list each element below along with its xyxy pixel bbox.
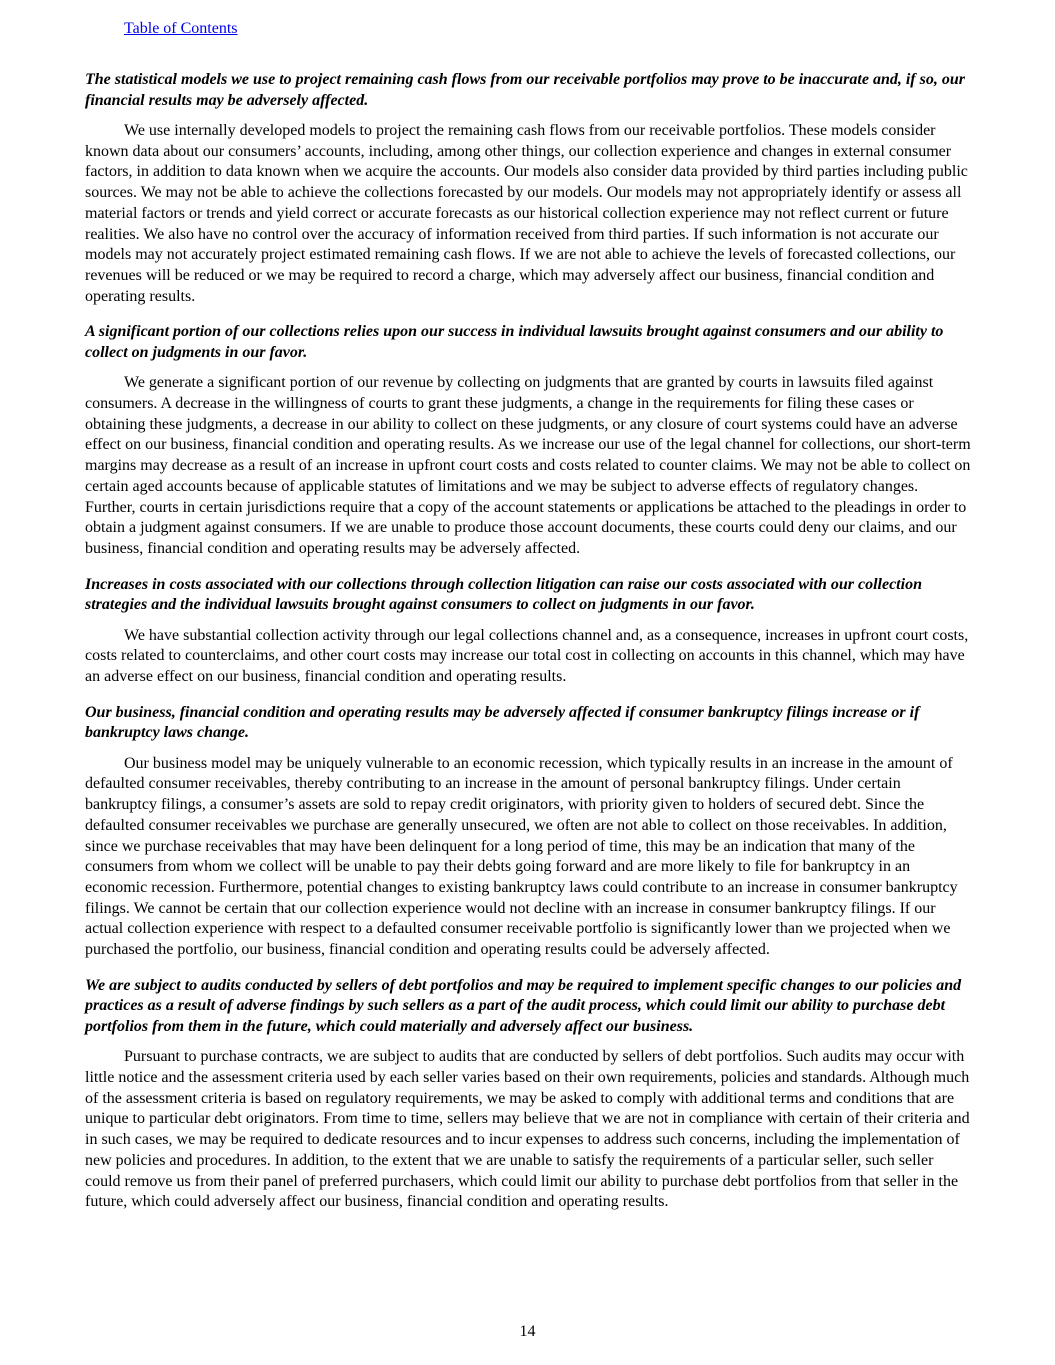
section-paragraph: Our business model may be uniquely vulnerable to an economic recession, which typically results in an increase in the amount of defaulted consumer receivables, thereby contributing to an increase in the amount of personal bankruptcy filings. Under certain bankruptcy filings, a consumer’s assets are sold to repay credit originators, with priority given to holders of secured debt. Since the defaulted consumer receivables we purchase are generally unsecured, we often are not able to collect on those receivables. In addition, since we purchase receivables that may have been delinquent for a long period of time, this may be an indication that many of the consumers from whom we collect will be unable to pay their debts going forward and are more likely to file for bankruptcy in an economic recession. Furthermore, potential changes to existing bankruptcy laws could contribute to an increase in consumer bankruptcy filings. We cannot be certain that our collection experience would not decline with an increase in consumer bankruptcy filings. If our actual collection experience with respect to a defaulted consumer receivable portfolio is significantly lower than we projected when we purchased the portfolio, our business, financial condition and operating results could be adversely affected. xyxy=(85,754,958,959)
document-body xyxy=(85,70,971,1228)
section-heading: A significant portion of our collections relies upon our success in individual lawsuits brought against consumers and our ability to collect on judgments in our favor. xyxy=(85,323,944,361)
section-paragraph: Pursuant to purchase contracts, we are subject to audits that are conducted by sellers of debt portfolios. Such audits may occur with little notice and the assessment criteria used by each seller varies based on their own requirements, policies and standards. Although much of the assessment criteria is based on regulatory requirements, we may be asked to comply with additional terms and conditions that are unique to particular debt originators. From time to time, sellers may believe that we are not in compliance with certain of their criteria and in such cases, we may be required to dedicate resources and to incur expenses to address such concerns, including the implementation of new policies and procedures. In addition, to the extent that we are unable to satisfy the requirements of a particular seller, such seller could remove us from their panel of preferred purchasers, which could limit our ability to purchase debt portfolios from that seller in the future, which could adversely affect our business, financial condition and operating results. xyxy=(85,1048,970,1211)
section-paragraph: We use internally developed models to project the remaining cash flows from our receivable portfolios. These models consider known data about our consumers’ accounts, including, among other things, our collection experience and changes in external consumer factors, in addition to data known when we acquire the accounts. Our models also consider data provided by third parties including public sources. We may not be able to achieve the collections forecasted by our models. Our models may not appropriately identify or assess all material factors or trends and yield correct or accurate forecasts as our historical collection experience may not reflect current or future realities. We also have no control over the accuracy of information received from third parties. If such information is not accurate our models may not accurately project estimated remaining cash flows. If we are not able to achieve the levels of forecasted collections, our revenues will be reduced or we may be required to record a charge, which may adversely affect our business, financial condition and operating results. xyxy=(85,122,968,305)
section-heading: The statistical models we use to project remaining cash flows from our receivable portfolios may prove to be inaccurate and, if so, our financial results may be adversely affected. xyxy=(85,71,965,109)
risk-factor-section xyxy=(85,703,971,961)
section-heading: Increases in costs associated with our collections through collection litigation can raise our costs associated with our collection strategies and the individual lawsuits brought against consumers to collect on judgments in our favor. xyxy=(85,575,922,614)
section-paragraph: We generate a significant portion of our revenue by collecting on judgments that are granted by courts in lawsuits filed against consumers. A decrease in the willingness of courts to grant these judgments, a change in the requirements for filing these cases or obtaining these judgments, a decrease in our ability to collect on these judgments, or any closure of court systems could have an adverse effect on our business, financial condition and operating results. As we increase our use of the legal channel for collections, our short-term margins may decrease as a result of an increase in upfront court costs and costs related to counter claims. We may not be able to collect on certain aged accounts because of applicable statutes of limitations and we may be subject to adverse effects of regulatory changes. Further, courts in certain jurisdictions require that a copy of the account statements or applications be attached to the pleadings in order to obtain a judgment against consumers. If we are unable to produce those account documents, these courts could deny our claims, and our business, financial condition and operating results may be adversely affected. xyxy=(85,374,971,557)
risk-factor-section xyxy=(85,575,971,688)
section-heading: We are subject to audits conducted by sellers of debt portfolios and may be required to implement specific changes to our policies and practices as a result of adverse findings by such sellers as a part of the audit process, which could limit our ability to purchase debt portfolios from them in the future, which could materially and adversely affect our business. xyxy=(85,976,962,1035)
risk-factor-section xyxy=(85,976,971,1213)
section-heading: Our business, financial condition and operating results may be adversely affected if consumer bankruptcy filings increase or if bankruptcy laws change. xyxy=(85,703,920,742)
risk-factor-section xyxy=(85,70,971,307)
table-of-contents-link[interactable]: Table of Contents xyxy=(124,20,238,37)
page-number: 14 xyxy=(519,1323,536,1340)
section-paragraph: We have substantial collection activity through our legal collections channel and, as a consequence, increases in upfront court costs, costs related to counterclaims, and other court costs may increase our total cost in collecting on accounts in this channel, which may have an adverse effect on our business, financial condition and operating results. xyxy=(85,626,969,686)
risk-factor-section xyxy=(85,322,971,559)
